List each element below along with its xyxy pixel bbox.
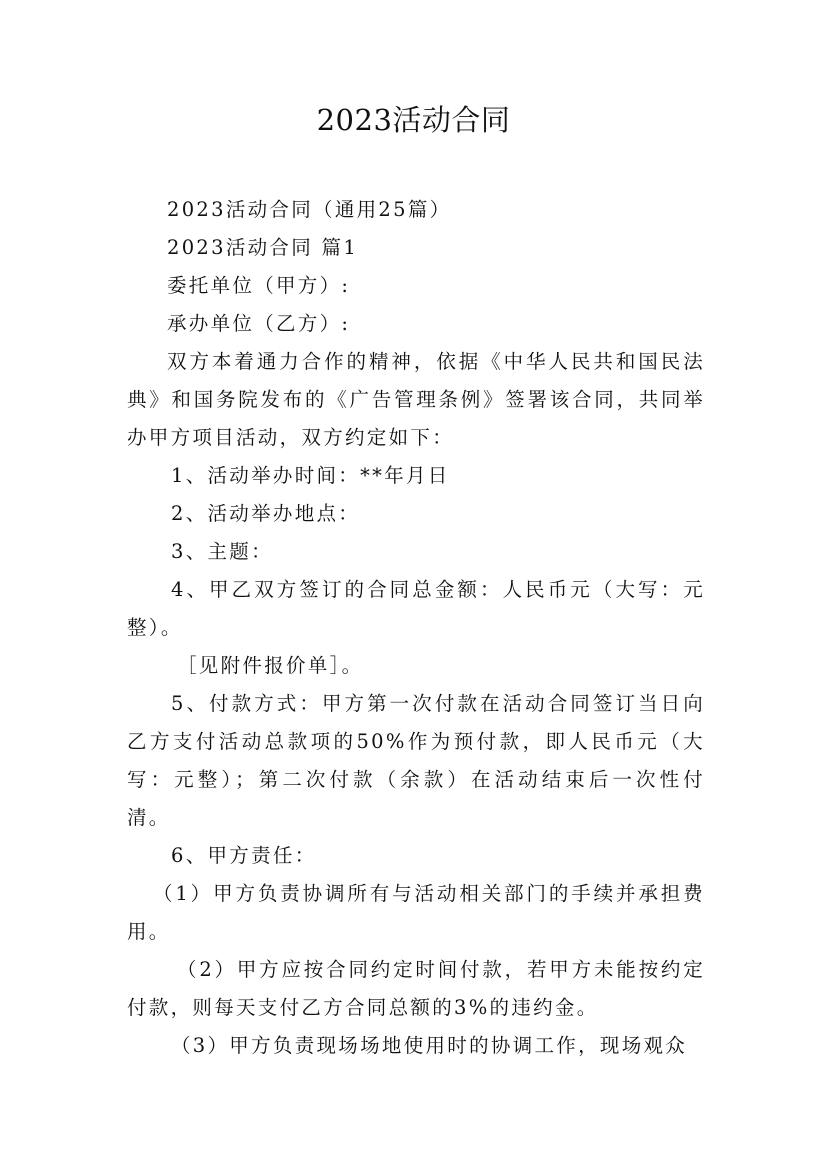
paragraph-party-b: 承办单位（乙方）: [167, 312, 351, 335]
document-body [127, 191, 705, 1065]
paragraph-clause-1: 1、活动举办时间：**年月日 [171, 464, 450, 487]
paragraph-attachment-note: ［见附件报价单］。 [177, 654, 364, 677]
paragraph-clause-5: 5、付款方式：甲方第一次付款在活动合同签订当日向乙方支付活动总款项的50%作为预付款，即人民币元（大写：元整）；第二次付款（余款）在活动结束后一次性付清。 [127, 692, 705, 829]
paragraph-clause-6-1: （1）甲方负责协调所有与活动相关部门的手续并承担费用。 [127, 882, 705, 943]
paragraph-clause-2: 2、活动举办地点： [171, 502, 361, 525]
paragraph-preamble: 双方本着通力合作的精神，依据《中华人民共和国民法典》和国务院发布的《广告管理条例》签署该合同，共同举办甲方项目活动，双方约定如下： [127, 350, 705, 449]
paragraph-party-a: 委托单位（甲方）: [167, 274, 351, 297]
paragraph-clause-4: 4、甲乙双方签订的合同总金额：人民币元（大写：元整）。 [127, 578, 705, 639]
paragraph-subtitle: 2023活动合同（通用25篇） [167, 198, 452, 221]
paragraph-clause-6-2: （2）甲方应按合同约定时间付款，若甲方未能按约定付款，则每天支付乙方合同总额的3%的违约金。 [127, 958, 705, 1019]
paragraph-section-heading: 2023活动合同 篇1 [167, 236, 359, 259]
paragraph-clause-6: 6、甲方责任： [171, 844, 317, 867]
paragraph-clause-6-3: （3）甲方负责现场场地使用时的协调工作，现场观众 [171, 1034, 688, 1057]
paragraph-clause-3: 3、主题： [171, 540, 273, 563]
document-title: 2023活动合同 [316, 103, 511, 137]
